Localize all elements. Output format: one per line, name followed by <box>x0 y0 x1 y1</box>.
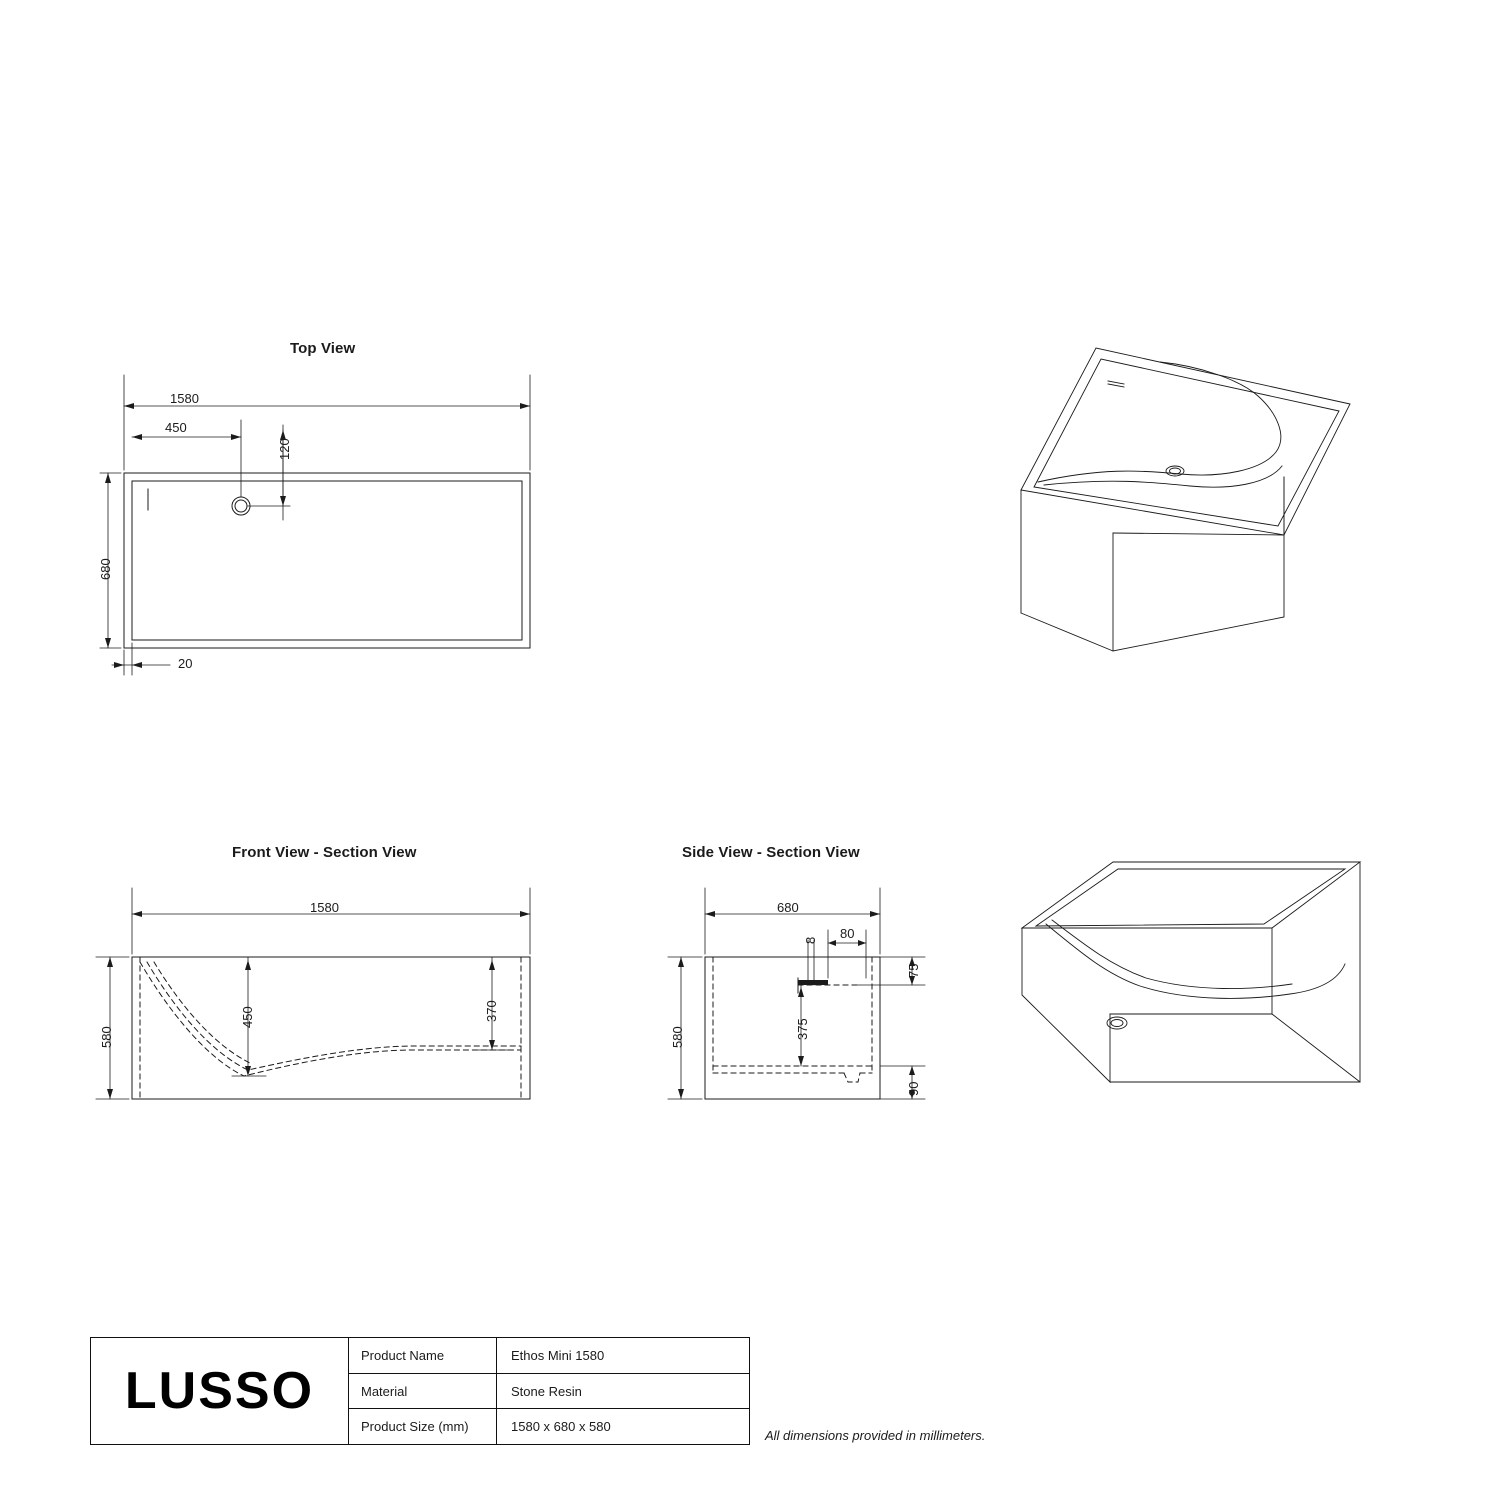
dim-front-inner-depth: 450 <box>240 1006 255 1028</box>
dim-side-waste-thickness: 8 <box>803 936 818 944</box>
table-row <box>349 1374 749 1410</box>
dim-front-height: 580 <box>99 1026 114 1048</box>
dim-top-wall: 20 <box>178 656 193 671</box>
view-title-side: Side View - Section View <box>682 844 860 861</box>
dim-side-inner-height: 375 <box>795 1018 810 1040</box>
front-view-geometry <box>132 957 530 1099</box>
top-view-geometry <box>124 473 530 648</box>
brand-logo <box>91 1338 349 1444</box>
dim-front-rim-to-base: 370 <box>484 1000 499 1022</box>
iso-view-lower <box>1022 862 1360 1082</box>
row-value-product-size: 1580 x 680 x 580 <box>511 1419 611 1435</box>
row-key-product-size: Product Size (mm) <box>349 1409 497 1444</box>
dim-side-base: 90 <box>906 1081 921 1096</box>
title-block-table <box>349 1338 749 1444</box>
dim-top-length: 1580 <box>170 391 199 406</box>
row-value-material: Stone Resin <box>511 1383 582 1399</box>
view-title-top: Top View <box>290 340 356 357</box>
side-view-geometry <box>705 957 880 1099</box>
dim-top-tap-offset: 450 <box>165 420 187 435</box>
title-block <box>90 1337 750 1445</box>
row-value-product-name: Ethos Mini 1580 <box>511 1347 605 1363</box>
footnote: All dimensions provided in millimeters. <box>765 1428 986 1443</box>
dim-side-waste-width: 80 <box>840 926 855 941</box>
row-key-product-name: Product Name <box>349 1338 497 1373</box>
dim-side-width: 680 <box>777 900 799 915</box>
side-view-dim-8 <box>808 940 814 985</box>
dim-front-length: 1580 <box>310 900 339 915</box>
side-view-dim-680 <box>705 888 880 954</box>
dim-top-width: 680 <box>98 558 113 580</box>
dim-side-overflow: 75 <box>906 963 921 978</box>
dim-top-tap-from-edge: 120 <box>277 438 292 460</box>
brand-logo-text: LUSSO <box>124 1362 315 1420</box>
view-title-front: Front View - Section View <box>232 844 417 861</box>
table-row <box>349 1338 749 1374</box>
dim-side-height: 580 <box>670 1026 685 1048</box>
iso-view-upper <box>1021 348 1350 651</box>
row-key-material: Material <box>349 1374 497 1409</box>
table-row <box>349 1409 749 1444</box>
front-view-dim-1580 <box>132 888 530 954</box>
